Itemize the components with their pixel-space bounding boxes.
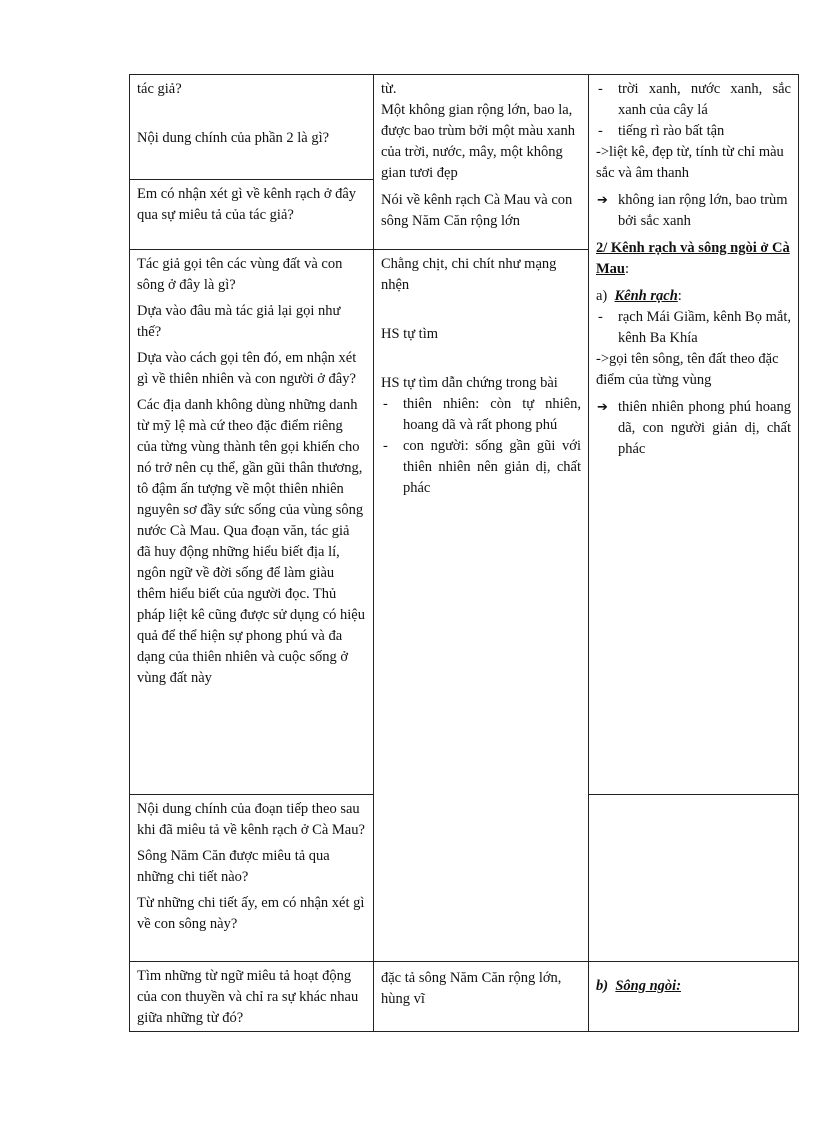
table-row [130,75,799,180]
notes-cell [589,75,799,795]
question-text: Tác giả gọi tên các vùng đất và con sông ở đây là gì? [137,256,343,293]
question-cell [130,180,374,250]
answer-text: từ. [381,81,397,97]
question-cell [130,795,374,962]
arrow-note: ➔ thiên nhiên phong phú hoang dã, con người giản dị, chất phác [596,397,791,460]
question-cell [130,75,374,180]
answer-cell [374,962,589,1032]
question-text: Các địa danh không dùng những danh từ mỹ lệ mà cứ theo đặc điểm riêng của từng vùng thành tên gọi khiến cho nó trở nên cụ thể, gần gũi thân thương, tô đậm ấn tượng về một thiên nhiên nguyên sơ đầy sức sống của vùng sông nước Cà Mau. Qua đoạn văn, tác giả đã huy động những hiểu biết địa lí, ngôn ngữ về đời sống để làm giàu thêm hiểu biết của người đọc. Thủ pháp liệt kê cũng được sử dụng có hiệu quả để thể hiện sự phong phú và đa dạng của thiên nhiên và cuộc sống ở vùng đất này [137,397,365,686]
answer-cell [374,250,589,962]
list-item: - thiên nhiên: còn tự nhiên, hoang dã và rất phong phú [381,394,581,436]
question-text: Dựa vào cách gọi tên đó, em nhận xét gì về thiên nhiên và con người ở đây? [137,350,357,387]
answer-text: Một không gian rộng lớn, bao la, được bao trùm bởi một màu xanh của trời, nước, mây, một không gian tươi đẹp [381,102,575,181]
list-item: - trời xanh, nước xanh, sắc xanh của cây lá [596,79,791,121]
lesson-table [129,74,799,1032]
question-text: Nội dung chính của phần 2 là gì? [137,130,330,146]
answer-text: Chằng chịt, chi chít như mạng nhện [381,256,557,293]
arrow-note: ➔ không ian rộng lớn, bao trùm bởi sắc xanh [596,190,791,232]
list-item: - rạch Mái Giầm, kênh Bọ mắt, kênh Ba Khía [596,307,791,349]
question-text: Sông Năm Căn được miêu tả qua những chi tiết nào? [137,848,330,885]
list-item: - tiếng rì rào bất tận [596,121,791,142]
answer-text: HS tự tìm [381,326,439,342]
subheading-b: b) Sông ngòi: [596,978,682,994]
question-text: tác giả? [137,81,182,97]
table-row [130,962,799,1032]
section-heading: 2/ Kênh rạch và sông ngòi ở Cà Mau: [596,240,790,277]
question-cell [130,962,374,1032]
answer-text: Nói về kênh rạch Cà Mau và con sông Năm Căn rộng lớn [381,192,573,229]
question-text: Nội dung chính của đoạn tiếp theo sau khi đã miêu tả về kênh rạch ở Cà Mau? [137,801,365,838]
note-text: ->gọi tên sông, tên đất theo đặc điểm của từng vùng [596,351,779,388]
question-text: Tìm những từ ngữ miêu tả hoạt động của con thuyền và chỉ ra sự khác nhau giữa những từ đó? [137,968,359,1026]
question-cell [130,250,374,795]
notes-cell [589,795,799,962]
answer-cell [374,75,589,250]
answer-text: HS tự tìm dẫn chứng trong bài [381,375,558,391]
answer-text: đặc tả sông Năm Căn rộng lớn, hùng vĩ [381,970,562,1007]
question-text: Dựa vào đâu mà tác giả lại gọi như thế? [137,303,341,340]
notes-cell [589,962,799,1032]
list-item: - con người: sống gần gũi với thiên nhiên nên giản dị, chất phác [381,436,581,499]
subheading-a: a) Kênh rạch: [596,288,682,304]
question-text: Em có nhận xét gì về kênh rạch ở đây qua sự miêu tả của tác giả? [137,186,357,223]
question-text: Từ những chi tiết ấy, em có nhận xét gì về con sông này? [137,895,365,932]
note-text: ->liệt kê, đẹp từ, tính từ chỉ màu sắc và âm thanh [596,144,784,181]
